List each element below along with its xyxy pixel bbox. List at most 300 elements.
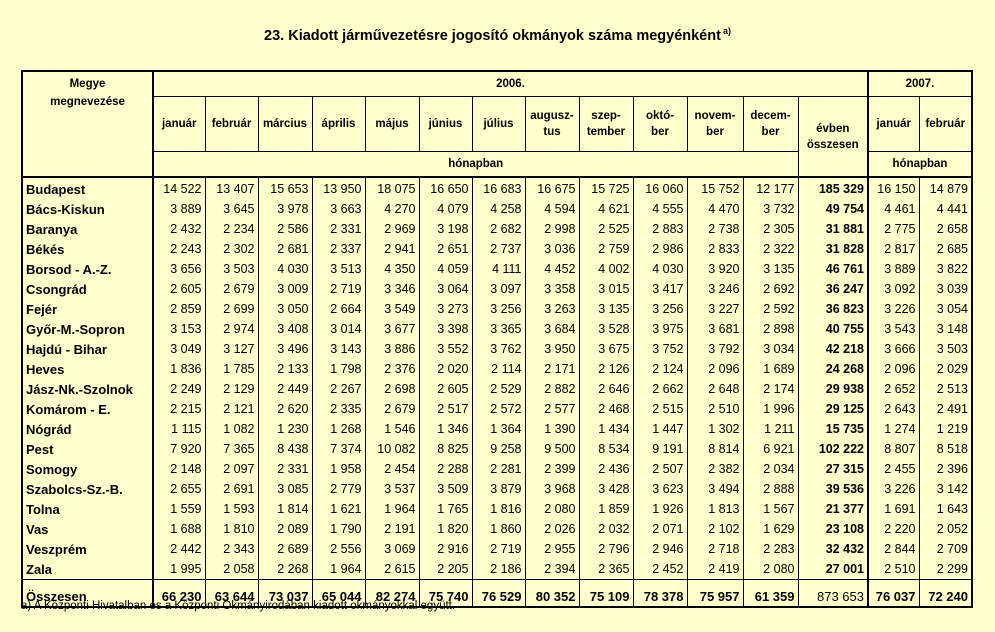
y2007-value: 2 817: [868, 239, 919, 259]
month-value: 2 698: [365, 379, 419, 399]
data-table: [21, 70, 973, 608]
month-value: 2 234: [205, 219, 258, 239]
table-row: [22, 499, 972, 519]
month-value: 3 346: [365, 279, 419, 299]
month-value: 2 205: [419, 559, 472, 580]
month-value: 2 691: [205, 479, 258, 499]
month-value: 2 888: [763, 482, 795, 496]
month-value: 3 135: [763, 262, 795, 276]
month-value: 3 978: [258, 199, 312, 219]
header-month-8: augusz- tus: [525, 97, 579, 152]
month-value: 7 920: [153, 439, 205, 459]
month-value: 3 681: [687, 319, 743, 339]
month-value: 2 442: [153, 539, 205, 559]
y2007-value: 2 220: [868, 519, 919, 539]
header-month-1: január: [153, 97, 205, 152]
month-value: 2 305: [763, 222, 795, 236]
month-value: 1 629: [763, 522, 795, 536]
county-name: Zala: [22, 559, 153, 580]
month-value: 2 126: [579, 359, 633, 379]
month-value: 2 114: [472, 359, 525, 379]
annual-total: 102 222: [798, 439, 868, 459]
month-value: 4 079: [419, 199, 472, 219]
month-value: 1 926: [633, 499, 687, 519]
y2007-value: 3 226: [868, 479, 919, 499]
month-value: 2 249: [153, 379, 205, 399]
month-value: 80 352: [525, 580, 579, 608]
month-value: 7 365: [205, 439, 258, 459]
month-value: 3 623: [633, 479, 687, 499]
county-name: Jász-Nk.-Szolnok: [22, 379, 153, 399]
header-2007-month-1: január: [868, 97, 919, 152]
y2007-value: 14 879: [919, 177, 972, 199]
month-value: 2 556: [312, 539, 365, 559]
month-value: 3 428: [579, 479, 633, 499]
y2007-value: 76 037: [868, 580, 919, 608]
annual-total: 39 536: [798, 479, 868, 499]
month-value: 2 268: [258, 559, 312, 580]
month-value: 3 968: [525, 479, 579, 499]
month-value: 2 525: [579, 219, 633, 239]
month-value: 1 689: [763, 362, 795, 376]
y2007-value: 8 807: [868, 439, 919, 459]
month-value: 75 740: [419, 580, 472, 608]
month-value: 3 886: [365, 339, 419, 359]
table-row: [22, 339, 972, 359]
table-row: [22, 519, 972, 539]
y2007-value: 2 709: [919, 539, 972, 559]
month-value: 3 656: [153, 259, 205, 279]
y2007-value: 2 052: [919, 519, 972, 539]
title-text: 23. Kiadott járművezetésre jogosító okmányok száma megyénként: [264, 28, 721, 44]
month-value: 3 645: [205, 199, 258, 219]
month-value: 2 026: [525, 519, 579, 539]
header-annual-total: évben összesen: [798, 97, 868, 178]
month-value: 2 243: [153, 239, 205, 259]
annual-total: 873 653: [798, 580, 868, 608]
county-name: Somogy: [22, 459, 153, 479]
month-value: 2 331: [258, 459, 312, 479]
month-value: 2 974: [205, 319, 258, 339]
header-county-line: Megye: [69, 78, 106, 90]
month-value: 2 679: [365, 399, 419, 419]
month-value: 2 664: [312, 299, 365, 319]
month-value: 2 322: [763, 242, 795, 256]
month-value: 2 376: [365, 359, 419, 379]
month-value: 2 662: [633, 379, 687, 399]
month-value: 4 111: [472, 259, 525, 279]
month-value: 2 267: [312, 379, 365, 399]
month-value: 3 398: [419, 319, 472, 339]
month-value: 4 555: [633, 199, 687, 219]
month-value: 1 996: [763, 402, 795, 416]
table-row: [22, 259, 972, 279]
month-value: 2 302: [205, 239, 258, 259]
month-value: 1 814: [258, 499, 312, 519]
month-value: 2 382: [687, 459, 743, 479]
month-value: 3 014: [312, 319, 365, 339]
month-value: 3 256: [633, 299, 687, 319]
month-value: 3 503: [205, 259, 258, 279]
month-value: 2 097: [205, 459, 258, 479]
month-value: 1 964: [365, 499, 419, 519]
month-value: 66 230: [153, 580, 205, 608]
month-value: 2 986: [633, 239, 687, 259]
header-month-3: március: [258, 97, 312, 152]
annual-total: 36 247: [798, 279, 868, 299]
header-month-10: októ- ber: [633, 97, 687, 152]
month-value: 3 198: [419, 219, 472, 239]
month-value: 1 082: [205, 419, 258, 439]
annual-total: 49 754: [798, 199, 868, 219]
y2007-value: 3 142: [919, 479, 972, 499]
header-2007-month-2: február: [919, 97, 972, 152]
annual-total: 42 218: [798, 339, 868, 359]
month-value: 1 765: [419, 499, 472, 519]
month-value: 7 374: [312, 439, 365, 459]
month-value: 3 408: [258, 319, 312, 339]
month-value: 1 798: [312, 359, 365, 379]
month-value: 2 080: [525, 499, 579, 519]
month-value: 2 681: [258, 239, 312, 259]
month-value: 2 719: [312, 279, 365, 299]
y2007-value: 3 503: [919, 339, 972, 359]
month-value: 3 537: [365, 479, 419, 499]
month-value: 2 529: [472, 379, 525, 399]
month-value: 3 663: [312, 199, 365, 219]
month-value: 1 346: [419, 419, 472, 439]
month-value: 2 592: [763, 302, 795, 316]
month-value: 2 620: [258, 399, 312, 419]
month-value: 4 594: [525, 199, 579, 219]
month-value: 2 779: [312, 479, 365, 499]
month-value: 2 335: [312, 399, 365, 419]
month-value: 12 177: [756, 182, 795, 196]
month-value: 1 230: [258, 419, 312, 439]
month-value: 3 684: [525, 319, 579, 339]
y2007-value: 2 844: [868, 539, 919, 559]
table-row: [22, 319, 972, 339]
month-value: 2 615: [365, 559, 419, 580]
annual-total: 31 828: [798, 239, 868, 259]
month-value: 3 358: [525, 279, 579, 299]
month-value: 3 889: [153, 199, 205, 219]
month-value: 2 646: [579, 379, 633, 399]
table-row: [22, 359, 972, 379]
y2007-value: 2 775: [868, 219, 919, 239]
month-value: 2 655: [153, 479, 205, 499]
month-value: 2 605: [153, 279, 205, 299]
month-value: 3 549: [365, 299, 419, 319]
month-value: 4 350: [365, 259, 419, 279]
annual-total: 46 761: [798, 259, 868, 279]
header-month-2: február: [205, 97, 258, 152]
month-value: 2 955: [525, 539, 579, 559]
month-value: 1 688: [153, 519, 205, 539]
month-value: 3 509: [419, 479, 472, 499]
month-value: 2 034: [763, 462, 795, 476]
month-value: 3 920: [687, 259, 743, 279]
y2007-value: 8 518: [919, 439, 972, 459]
header-unit-2007: hónapban: [868, 152, 972, 178]
month-value: 2 399: [525, 459, 579, 479]
month-value: 73 037: [258, 580, 312, 608]
annual-total: 15 735: [798, 419, 868, 439]
county-name: Győr-M.-Sopron: [22, 319, 153, 339]
month-value: 1 211: [764, 422, 795, 436]
month-value: 3 009: [258, 279, 312, 299]
month-value: 2 283: [763, 542, 795, 556]
month-value: 3 036: [525, 239, 579, 259]
y2007-value: 2 396: [919, 459, 972, 479]
month-value: 1 816: [472, 499, 525, 519]
month-value: 8 825: [419, 439, 472, 459]
month-value: 2 071: [633, 519, 687, 539]
month-value: 2 689: [258, 539, 312, 559]
month-value: 1 995: [153, 559, 205, 580]
month-value: 18 075: [365, 177, 419, 199]
header-month-4: április: [312, 97, 365, 152]
table-row: [22, 419, 972, 439]
month-value: 2 883: [633, 219, 687, 239]
annual-total: 36 823: [798, 299, 868, 319]
month-value: 2 174: [763, 382, 795, 396]
county-name: Komárom - E.: [22, 399, 153, 419]
month-value: 2 129: [205, 379, 258, 399]
y2007-value: 1 219: [919, 419, 972, 439]
month-value: 3 792: [687, 339, 743, 359]
month-value: 1 447: [633, 419, 687, 439]
header-county-line: megnevezése: [50, 96, 125, 108]
month-value: 1 268: [312, 419, 365, 439]
month-value: 4 030: [258, 259, 312, 279]
month-value: 6 921: [763, 442, 795, 456]
month-value: 1 390: [525, 419, 579, 439]
month-value: 15 653: [258, 177, 312, 199]
month-value: 2 692: [763, 282, 795, 296]
month-value: 9 191: [633, 439, 687, 459]
y2007-value: 3 226: [868, 299, 919, 319]
header-month-9: szep- tember: [579, 97, 633, 152]
month-value: 3 496: [258, 339, 312, 359]
annual-total: 24 268: [798, 359, 868, 379]
annual-total: 31 881: [798, 219, 868, 239]
table-row: [22, 539, 972, 559]
table-row: [22, 459, 972, 479]
y2007-value: 3 889: [868, 259, 919, 279]
month-value: 3 050: [258, 299, 312, 319]
month-value: 3 069: [365, 539, 419, 559]
month-value: 2 916: [419, 539, 472, 559]
y2007-value: 2 658: [919, 219, 972, 239]
month-value: 3 879: [472, 479, 525, 499]
month-value: 2 882: [525, 379, 579, 399]
month-value: 2 946: [633, 539, 687, 559]
annual-total: 29 125: [798, 399, 868, 419]
month-value: 2 517: [419, 399, 472, 419]
month-value: 3 143: [312, 339, 365, 359]
month-value: 1 559: [153, 499, 205, 519]
month-value: 2 452: [633, 559, 687, 580]
month-value: 2 080: [763, 562, 795, 576]
y2007-value: 4 461: [868, 199, 919, 219]
month-value: 82 274: [365, 580, 419, 608]
month-value: 3 135: [579, 299, 633, 319]
month-value: 2 682: [472, 219, 525, 239]
y2007-value: 2 652: [868, 379, 919, 399]
month-value: 2 337: [312, 239, 365, 259]
month-value: 14 522: [153, 177, 205, 199]
y2007-value: 3 054: [919, 299, 972, 319]
month-value: 3 417: [633, 279, 687, 299]
month-value: 10 082: [365, 439, 419, 459]
month-value: 3 049: [153, 339, 205, 359]
y2007-value: 2 643: [868, 399, 919, 419]
month-value: 1 434: [579, 419, 633, 439]
month-value: 2 941: [365, 239, 419, 259]
y2007-value: 3 822: [919, 259, 972, 279]
month-value: 3 975: [633, 319, 687, 339]
month-value: 2 288: [419, 459, 472, 479]
month-value: 2 096: [687, 359, 743, 379]
month-value: 2 020: [419, 359, 472, 379]
month-value: 2 969: [365, 219, 419, 239]
month-value: 9 258: [472, 439, 525, 459]
y2007-value: 1 274: [868, 419, 919, 439]
month-value: 1 859: [579, 499, 633, 519]
month-value: 16 675: [525, 177, 579, 199]
month-value: 2 186: [472, 559, 525, 580]
month-value: 75 957: [687, 580, 743, 608]
month-value: 2 796: [579, 539, 633, 559]
month-value: 2 215: [153, 399, 205, 419]
y2007-value: 2 513: [919, 379, 972, 399]
month-value: 3 365: [472, 319, 525, 339]
month-value: 2 859: [153, 299, 205, 319]
county-name: Vas: [22, 519, 153, 539]
month-value: 4 059: [419, 259, 472, 279]
month-value: 4 621: [579, 199, 633, 219]
county-name: Szabolcs-Sz.-B.: [22, 479, 153, 499]
month-value: 2 468: [579, 399, 633, 419]
y2007-value: 1 643: [919, 499, 972, 519]
month-value: 4 270: [365, 199, 419, 219]
annual-total: 40 755: [798, 319, 868, 339]
month-value: 9 500: [525, 439, 579, 459]
month-value: 4 002: [579, 259, 633, 279]
month-value: 3 246: [687, 279, 743, 299]
month-value: 2 133: [258, 359, 312, 379]
month-value: 2 171: [525, 359, 579, 379]
table-row: [22, 439, 972, 459]
county-name: Békés: [22, 239, 153, 259]
month-value: 4 030: [633, 259, 687, 279]
month-value: 3 675: [579, 339, 633, 359]
month-value: 1 964: [312, 559, 365, 580]
y2007-value: 4 441: [919, 199, 972, 219]
month-value: 2 586: [258, 219, 312, 239]
month-value: 15 752: [687, 177, 743, 199]
month-value: 2 436: [579, 459, 633, 479]
y2007-value: 2 299: [919, 559, 972, 580]
month-value: 1 621: [312, 499, 365, 519]
y2007-value: 2 455: [868, 459, 919, 479]
month-value: 65 044: [312, 580, 365, 608]
month-value: 2 737: [472, 239, 525, 259]
table-row: [22, 559, 972, 580]
month-value: 2 699: [205, 299, 258, 319]
page-title: [0, 26, 995, 44]
month-value: 1 302: [687, 419, 743, 439]
y2007-value: 2 491: [919, 399, 972, 419]
y2007-value: 3 148: [919, 319, 972, 339]
annual-total: 29 938: [798, 379, 868, 399]
month-value: 2 394: [525, 559, 579, 580]
month-value: 78 378: [633, 580, 687, 608]
month-value: 2 648: [687, 379, 743, 399]
month-value: 4 258: [472, 199, 525, 219]
month-value: 2 605: [419, 379, 472, 399]
month-value: 61 359: [743, 580, 798, 608]
month-value: 3 528: [579, 319, 633, 339]
table-row: [22, 399, 972, 419]
month-value: 3 752: [633, 339, 687, 359]
county-name: Budapest: [22, 177, 153, 199]
month-value: 3 273: [419, 299, 472, 319]
y2007-value: 16 150: [868, 177, 919, 199]
month-value: 3 085: [258, 479, 312, 499]
month-value: 2 572: [472, 399, 525, 419]
month-value: 2 121: [205, 399, 258, 419]
month-value: 2 898: [763, 322, 795, 336]
month-value: 1 115: [153, 419, 205, 439]
header-unit-2006: hónapban: [153, 152, 798, 178]
month-value: 2 058: [205, 559, 258, 580]
month-value: 2 515: [633, 399, 687, 419]
month-value: 13 407: [205, 177, 258, 199]
county-name: Pest: [22, 439, 153, 459]
y2007-value: 3 666: [868, 339, 919, 359]
month-value: 15 725: [579, 177, 633, 199]
month-value: 1 860: [472, 519, 525, 539]
month-value: 3 732: [763, 202, 795, 216]
title-footnote-mark: a): [722, 26, 731, 36]
month-value: 2 719: [472, 539, 525, 559]
month-value: 2 343: [205, 539, 258, 559]
month-value: 3 064: [419, 279, 472, 299]
month-value: 2 191: [365, 519, 419, 539]
month-value: 3 034: [763, 342, 795, 356]
month-value: 3 097: [472, 279, 525, 299]
table-row: [22, 379, 972, 399]
y2007-value: 2 029: [919, 359, 972, 379]
month-value: 3 950: [525, 339, 579, 359]
month-value: 2 032: [579, 519, 633, 539]
month-value: 2 679: [205, 279, 258, 299]
y2007-value: 2 685: [919, 239, 972, 259]
month-value: 3 552: [419, 339, 472, 359]
county-name: Heves: [22, 359, 153, 379]
month-value: 2 759: [579, 239, 633, 259]
month-value: 8 438: [258, 439, 312, 459]
month-value: 1 546: [365, 419, 419, 439]
county-name: Borsod - A.-Z.: [22, 259, 153, 279]
month-value: 2 577: [525, 399, 579, 419]
month-value: 1 958: [312, 459, 365, 479]
annual-total: 185 329: [798, 177, 868, 199]
month-value: 8 814: [687, 439, 743, 459]
y2007-value: 1 691: [868, 499, 919, 519]
